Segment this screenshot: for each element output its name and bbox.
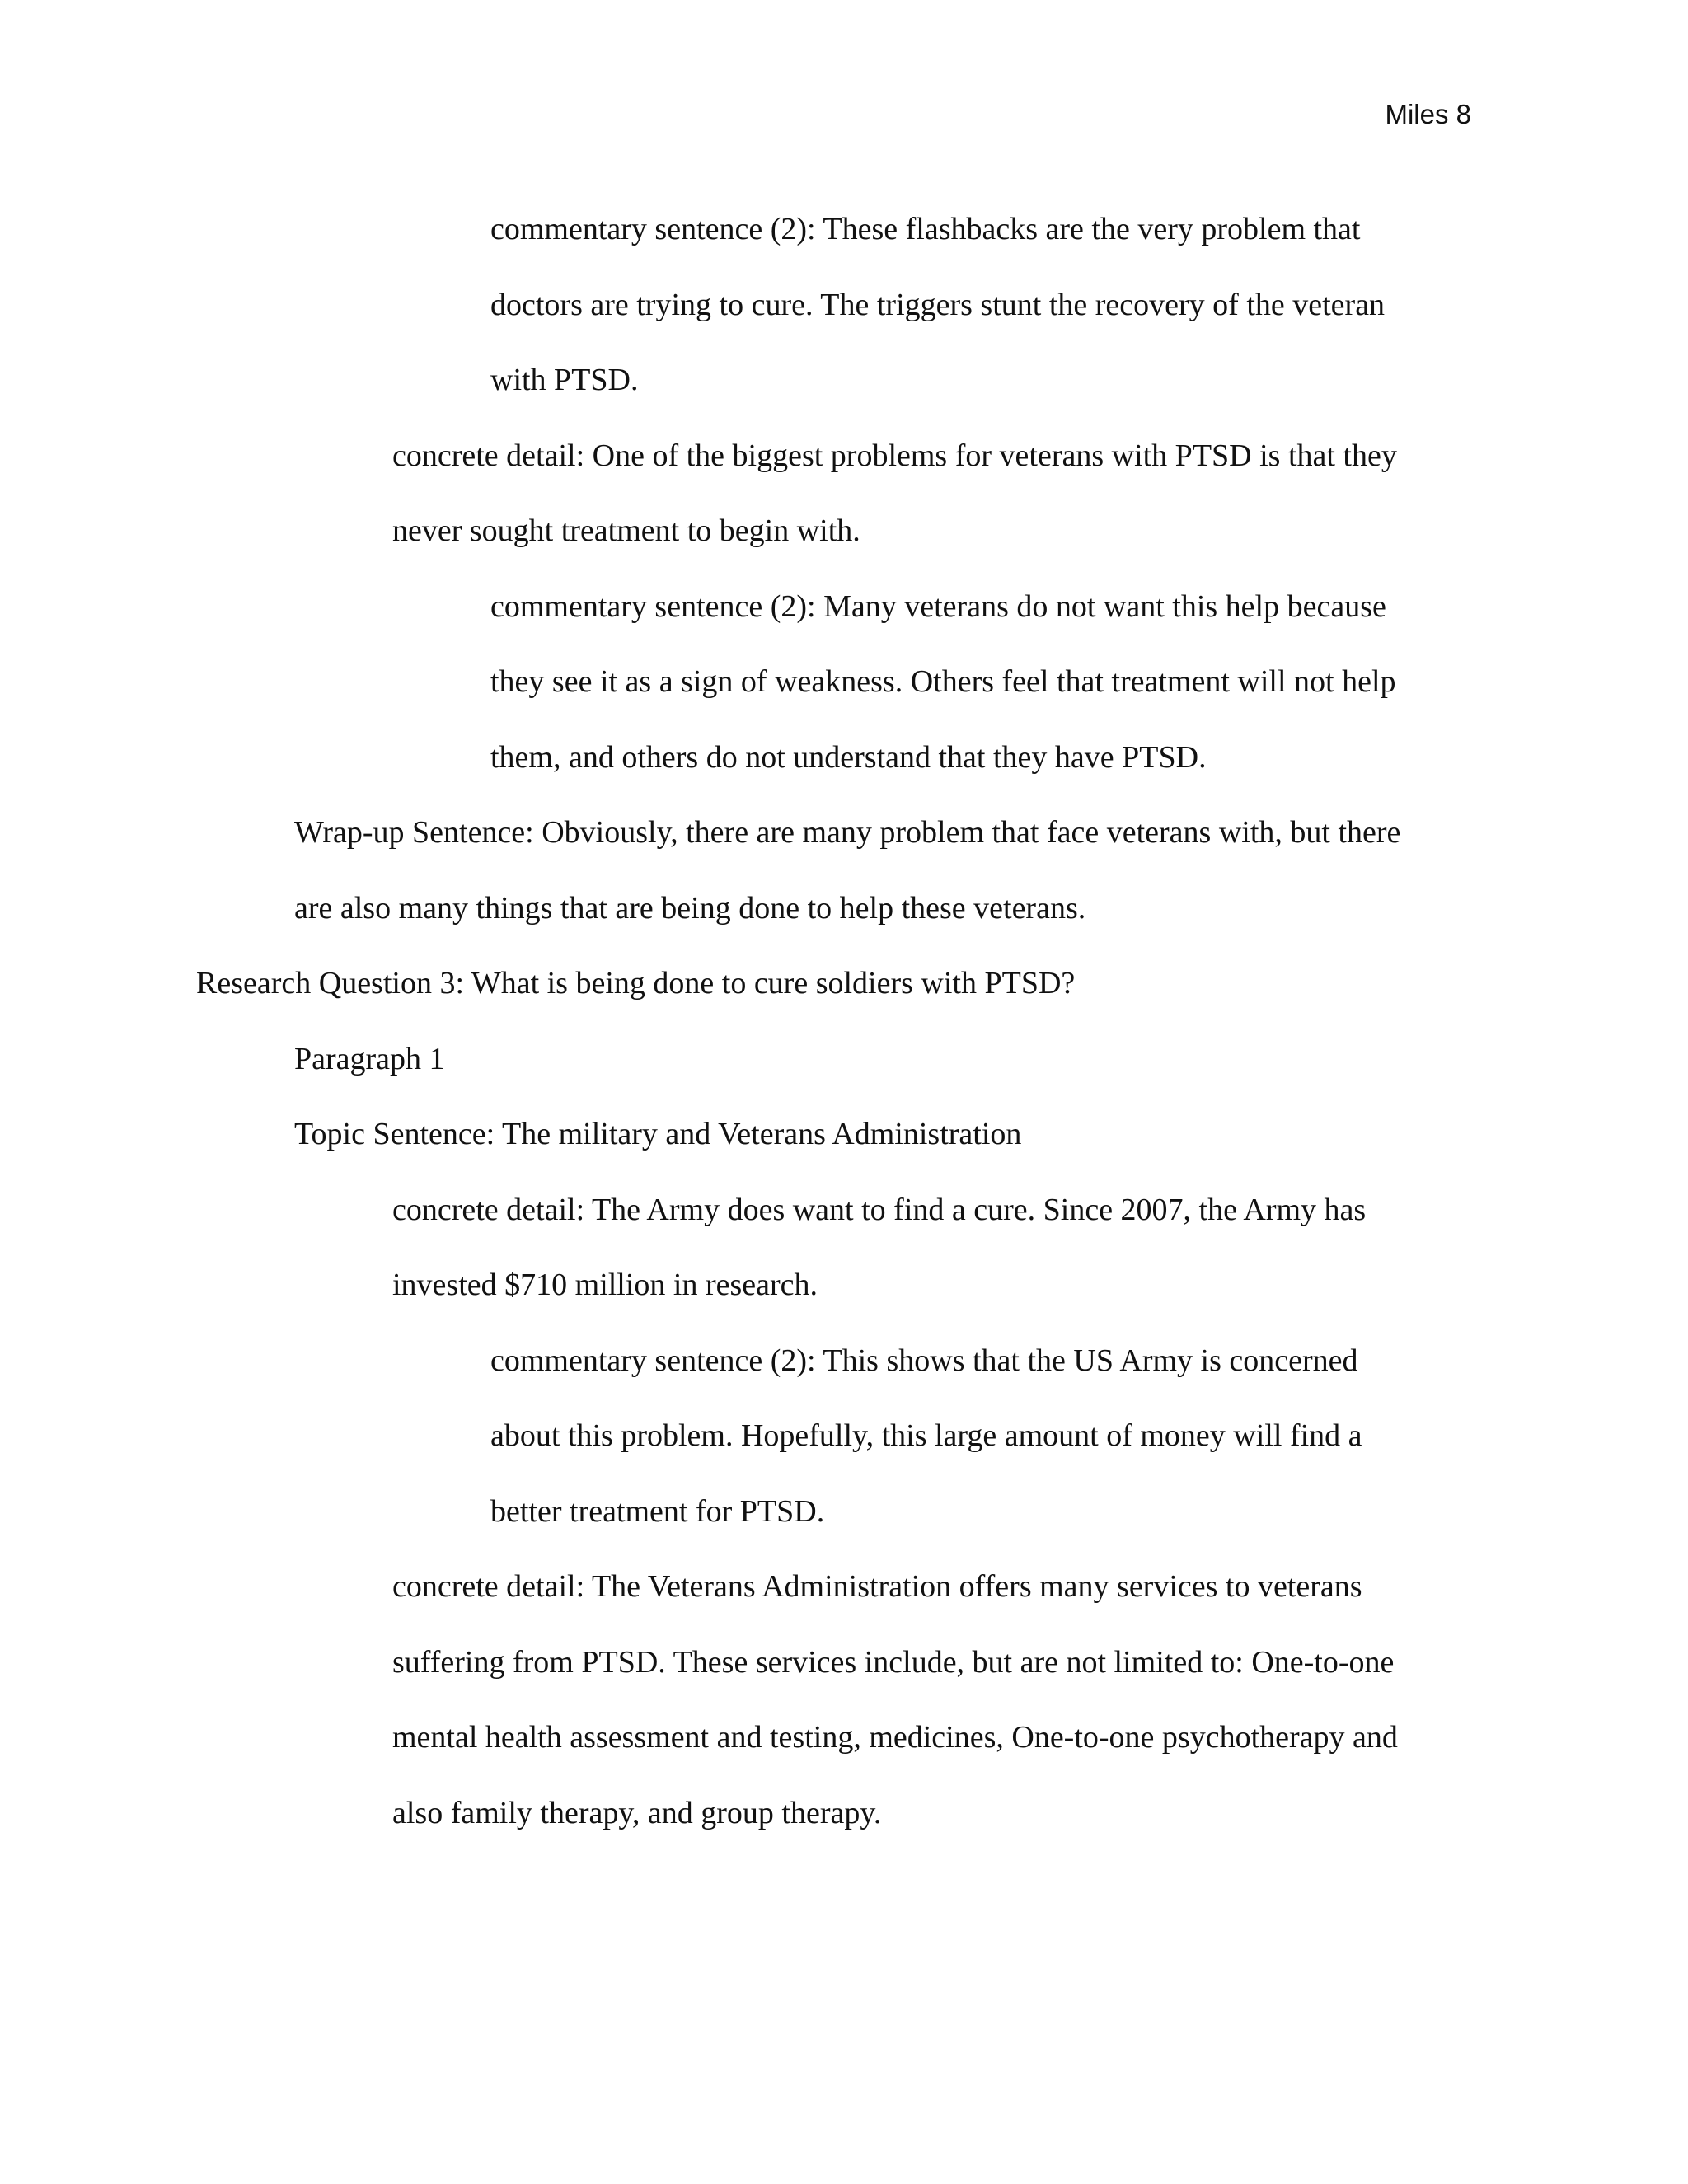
concrete-detail-line: concrete detail: One of the biggest problems for veterans with PTSD is that they bbox=[392, 438, 1397, 473]
commentary-line: they see it as a sign of weakness. Others feel that treatment will not help bbox=[490, 664, 1396, 699]
commentary-line: about this problem. Hopefully, this large amount of money will find a bbox=[490, 1418, 1362, 1453]
commentary-line: commentary sentence (2): These flashbacks are the very problem that bbox=[490, 212, 1361, 246]
concrete-detail-line: mental health assessment and testing, medicines, One-to-one psychotherapy and bbox=[392, 1720, 1398, 1755]
concrete-detail-line: invested $710 million in research. bbox=[392, 1268, 818, 1302]
wrap-up-line: are also many things that are being done to help these veterans. bbox=[294, 890, 1086, 926]
page-number-label: Miles 8 bbox=[1385, 99, 1471, 129]
concrete-detail-line: suffering from PTSD. These services include, but are not limited to: One-to-one bbox=[392, 1644, 1395, 1680]
commentary-line: commentary sentence (2): Many veterans do not want this help because bbox=[490, 588, 1386, 624]
commentary-line: better treatment for PTSD. bbox=[490, 1493, 825, 1529]
commentary-line: doctors are trying to cure. The triggers stunt the recovery of the veteran bbox=[490, 287, 1386, 322]
research-question-line: Research Question 3: What is being done to cure soldiers with PTSD? bbox=[196, 966, 1076, 1001]
page-header bbox=[1385, 99, 1471, 130]
paragraph-heading: Paragraph 1 bbox=[294, 1041, 445, 1076]
concrete-detail-line: concrete detail: The Army does want to find a cure. Since 2007, the Army has bbox=[392, 1192, 1367, 1227]
concrete-detail-line: also family therapy, and group therapy. bbox=[392, 1795, 882, 1830]
topic-sentence-line: Topic Sentence: The military and Veterans Administration bbox=[294, 1117, 1022, 1151]
concrete-detail-line: concrete detail: The Veterans Administration offers many services to veterans bbox=[392, 1569, 1362, 1604]
commentary-line: with PTSD. bbox=[490, 363, 639, 397]
document-body bbox=[0, 192, 1688, 1851]
commentary-line: commentary sentence (2): This shows that the US Army is concerned bbox=[490, 1343, 1358, 1378]
commentary-line: them, and others do not understand that they have PTSD. bbox=[490, 739, 1207, 775]
wrap-up-line: Wrap-up Sentence: Obviously, there are many problem that face veterans with, but there bbox=[294, 815, 1401, 850]
concrete-detail-line: never sought treatment to begin with. bbox=[392, 513, 860, 548]
